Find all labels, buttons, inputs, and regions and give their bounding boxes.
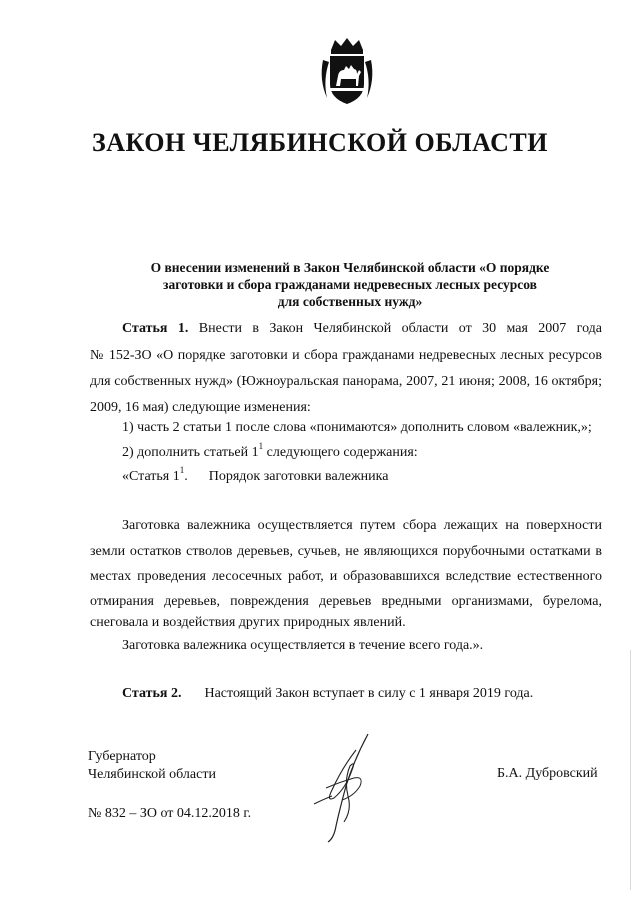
article2: [122, 685, 634, 703]
chelyabinsk-coat-of-arms-icon: [317, 36, 377, 108]
article1-text: Внести в Закон Челябинской области от 30 мая 2007 года: [198, 321, 602, 336]
paragraph-line: снеговала и воздействия других природных явлений.: [90, 615, 406, 630]
item2-text-end: следующего содержания:: [263, 445, 418, 460]
new-article-title: Порядок заготовки валежника: [208, 469, 389, 484]
new-article-heading: [122, 465, 634, 486]
paragraph-line: земли остатков стволов деревьев, сучьев, не являющихся порубочными остатками в: [90, 544, 602, 559]
document-subtitle: [100, 259, 600, 310]
article2-text: Настоящий Закон вступает в силу с 1 января 2019 года.: [204, 686, 534, 701]
paragraph-line: Заготовка валежника осуществляется путем сбора лежащих на поверхности: [122, 518, 602, 533]
article1-item2: [122, 441, 634, 462]
article1-item1: 1) часть 2 статьи 1 после слова «понимаются» дополнить словом «валежник,»;: [122, 420, 592, 435]
article2-label: Статья 2.: [122, 686, 182, 701]
article1-line: 2009, 16 мая) следующие изменения:: [90, 400, 311, 415]
subtitle-line: заготовки и сбора гражданами недревесных лесных ресурсов: [163, 277, 537, 292]
position-line: Челябинской области: [88, 767, 216, 782]
item2-superscript: 1: [258, 441, 264, 452]
signatory-name: Б.А. Дубровский: [497, 766, 598, 781]
article1-line: № 152-ЗО «О порядке заготовки и сбора гражданами недревесных лесных ресурсов: [90, 348, 602, 363]
item2-text: 2) дополнить статьей 1: [122, 445, 259, 460]
article1-first-line: [122, 320, 602, 338]
signatory-position: [88, 748, 216, 784]
position-line: Губернатор: [88, 749, 156, 764]
article1-line: для собственных нужд» (Южноуральская панорама, 2007, 21 июня; 2008, 16 октября;: [90, 374, 602, 389]
new-article-label: «Статья 1: [122, 469, 180, 484]
paragraph-line: отмирания деревьев, повреждения деревьев вредными организмами, буреломa,: [90, 594, 602, 609]
paragraph2: Заготовка валежника осуществляется в течение всего года.».: [122, 638, 484, 653]
scan-edge: [630, 650, 631, 890]
article1-label: Статья 1.: [122, 321, 189, 336]
new-article-superscript: 1: [179, 465, 185, 476]
law-number: № 832 – ЗО от 04.12.2018 г.: [88, 806, 252, 821]
new-article-dot: .: [184, 469, 188, 484]
subtitle-line: О внесении изменений в Закон Челябинской области «О порядке: [150, 260, 550, 275]
handwritten-signature: [306, 730, 386, 845]
paragraph-line: местах проведения лесосечных работ, и образовавшихся вследствие естественного: [90, 569, 602, 584]
subtitle-line: для собственных нужд»: [277, 294, 423, 309]
document-title: ЗАКОН ЧЕЛЯБИНСКОЙ ОБЛАСТИ: [92, 128, 548, 157]
